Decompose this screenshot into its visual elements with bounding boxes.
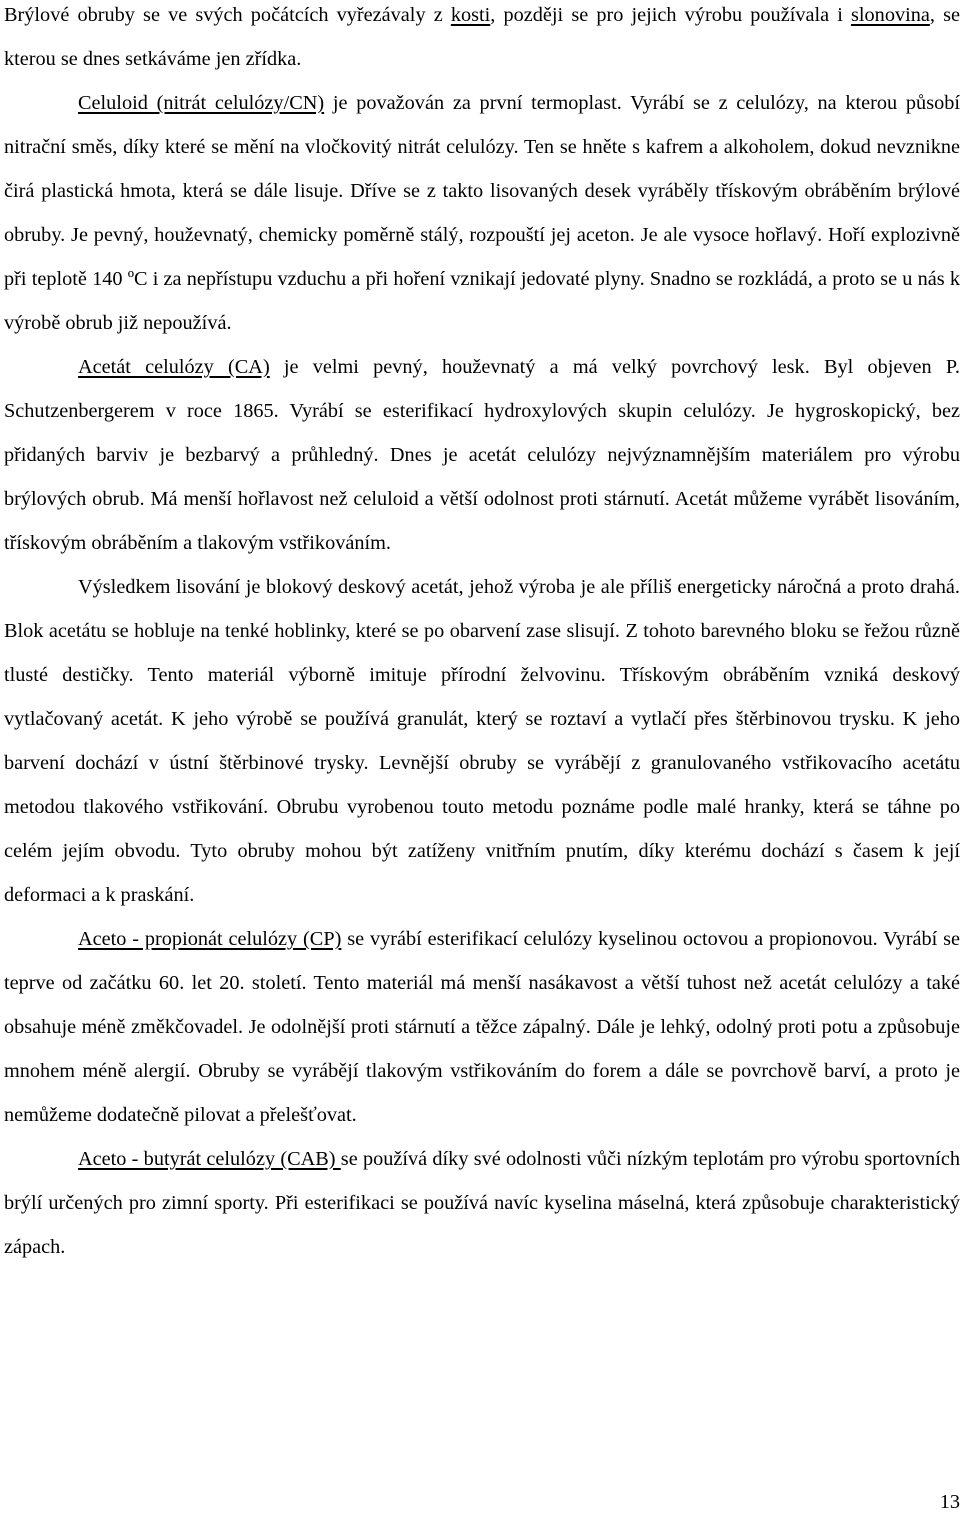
paragraph-text: se používá díky své odolnosti vůči nízkým teplotám pro výrobu sportovních brýlí určených pro zimní sporty. Při esterifikaci se používá navíc kyselina máselná, která způsobuje charakteristický zápach.: [4, 1148, 960, 1258]
document-page: [4, 0, 960, 1269]
paragraph-text: je velmi pevný, houževnatý a má velký povrchový lesk. Byl objeven P. Schutzenbergerem v roce 1865. Vyrábí se esterifikací hydroxylových skupin celulózy. Je hygroskopický, bez přidaných barviv je bezbarvý a průhledný. Dnes je acetát celulózy nejvýznamnějším materiálem pro výrobu brýlových obrub. Má menší hořlavost než celuloid a větší odolnost proti stárnutí. Acetát můžeme vyrábět lisováním, třískovým obráběním a tlakovým vstřikováním.: [4, 356, 960, 554]
paragraph-aceto-butyrat: [4, 1137, 960, 1269]
link-slonovina[interactable]: slonovina: [851, 4, 930, 26]
paragraph-text: je považován za první termoplast. Vyrábí se z celulózy, na kterou působí nitrační směs, díky které se mění na vločkovitý nitrát celulózy. Ten se hněte s kafrem a alkoholem, dokud nevznikne čirá plastická hmota, která se dále lisuje. Dříve se z takto lisovaných desek vyráběly třískovým obráběním brýlové obruby. Je pevný, houževnatý, chemicky poměrně stálý, rozpouští jej aceton. Je ale vysoce hořlavý. Hoří explozivně při teplotě 140 ºC i za nepřístupu vzduchu a při hoření vznikají jedovaté plyny. Snadno se rozkládá, a proto se u nás k výrobě obrub již nepoužívá.: [4, 92, 960, 334]
paragraph-text: Výsledkem lisování je blokový deskový acetát, jehož výroba je ale příliš energeticky náročná a proto drahá. Blok acetátu se hobluje na tenké hoblinky, které se po obarvení zase slisují. Z tohoto barevného bloku se řežou různě tlusté destičky. Tento materiál výborně imituje přírodní želvovinu. Třískovým obráběním vzniká deskový vytlačovaný acetát. K jeho výrobě se používá granulát, který se roztaví a vytlačí přes štěrbinovou trysku. K jeho barvení dochází v ústní štěrbinové trysky. Levnější obruby se vyrábějí z granulovaného vstřikovacího acetátu metodou tlakového vstřikování. Obrubu vyrobenou touto metodu poznáme podle malé hranky, která se táhne po celém jejím obvodu. Tyto obruby mohou být zatíženy vnitřním pnutím, díky kterému dochází s časem k její deformaci a k praskání.: [4, 576, 960, 906]
paragraph-celuloid: [4, 81, 960, 345]
paragraph-text: , se kterou se dnes setkáváme jen zřídka.: [4, 4, 960, 70]
term-heading-celuloid: Celuloid (nitrát celulózy/CN): [78, 92, 325, 114]
page-number: 13: [939, 1491, 960, 1513]
paragraph-acetat: [4, 345, 960, 565]
paragraph-lisovani: [4, 565, 960, 917]
paragraph-text: se vyrábí esterifikací celulózy kyselinou octovou a propionovou. Vyrábí se teprve od začátku 60. let 20. století. Tento materiál má menší nasákavost a větší tuhost než acetát celulózy a také obsahuje méně změkčovadel. Je odolnější proti stárnutí a těžce zápalný. Dále je lehký, odolný proti potu a způsobuje mnohem méně alergií. Obruby se vyrábějí tlakovým vstřikováním do forem a dále se povrchově barví, a proto je nemůžeme dodatečně pilovat a přelešťovat.: [4, 928, 960, 1126]
paragraph-text: Brýlové obruby se ve svých počátcích vyřezávaly z: [4, 4, 451, 26]
paragraph-text: , později se pro jejich výrobu používala i: [490, 4, 852, 26]
term-heading-aceto-butyrat: Aceto - butyrát celulózy (CAB): [78, 1148, 341, 1170]
paragraph-aceto-propionat: [4, 917, 960, 1137]
paragraph-frames-history: [4, 0, 960, 81]
term-heading-acetat: Acetát celulózy (CA): [78, 356, 270, 378]
term-heading-aceto-propionat: Aceto - propionát celulózy (CP): [78, 928, 342, 950]
link-kosti[interactable]: kosti: [450, 4, 491, 26]
